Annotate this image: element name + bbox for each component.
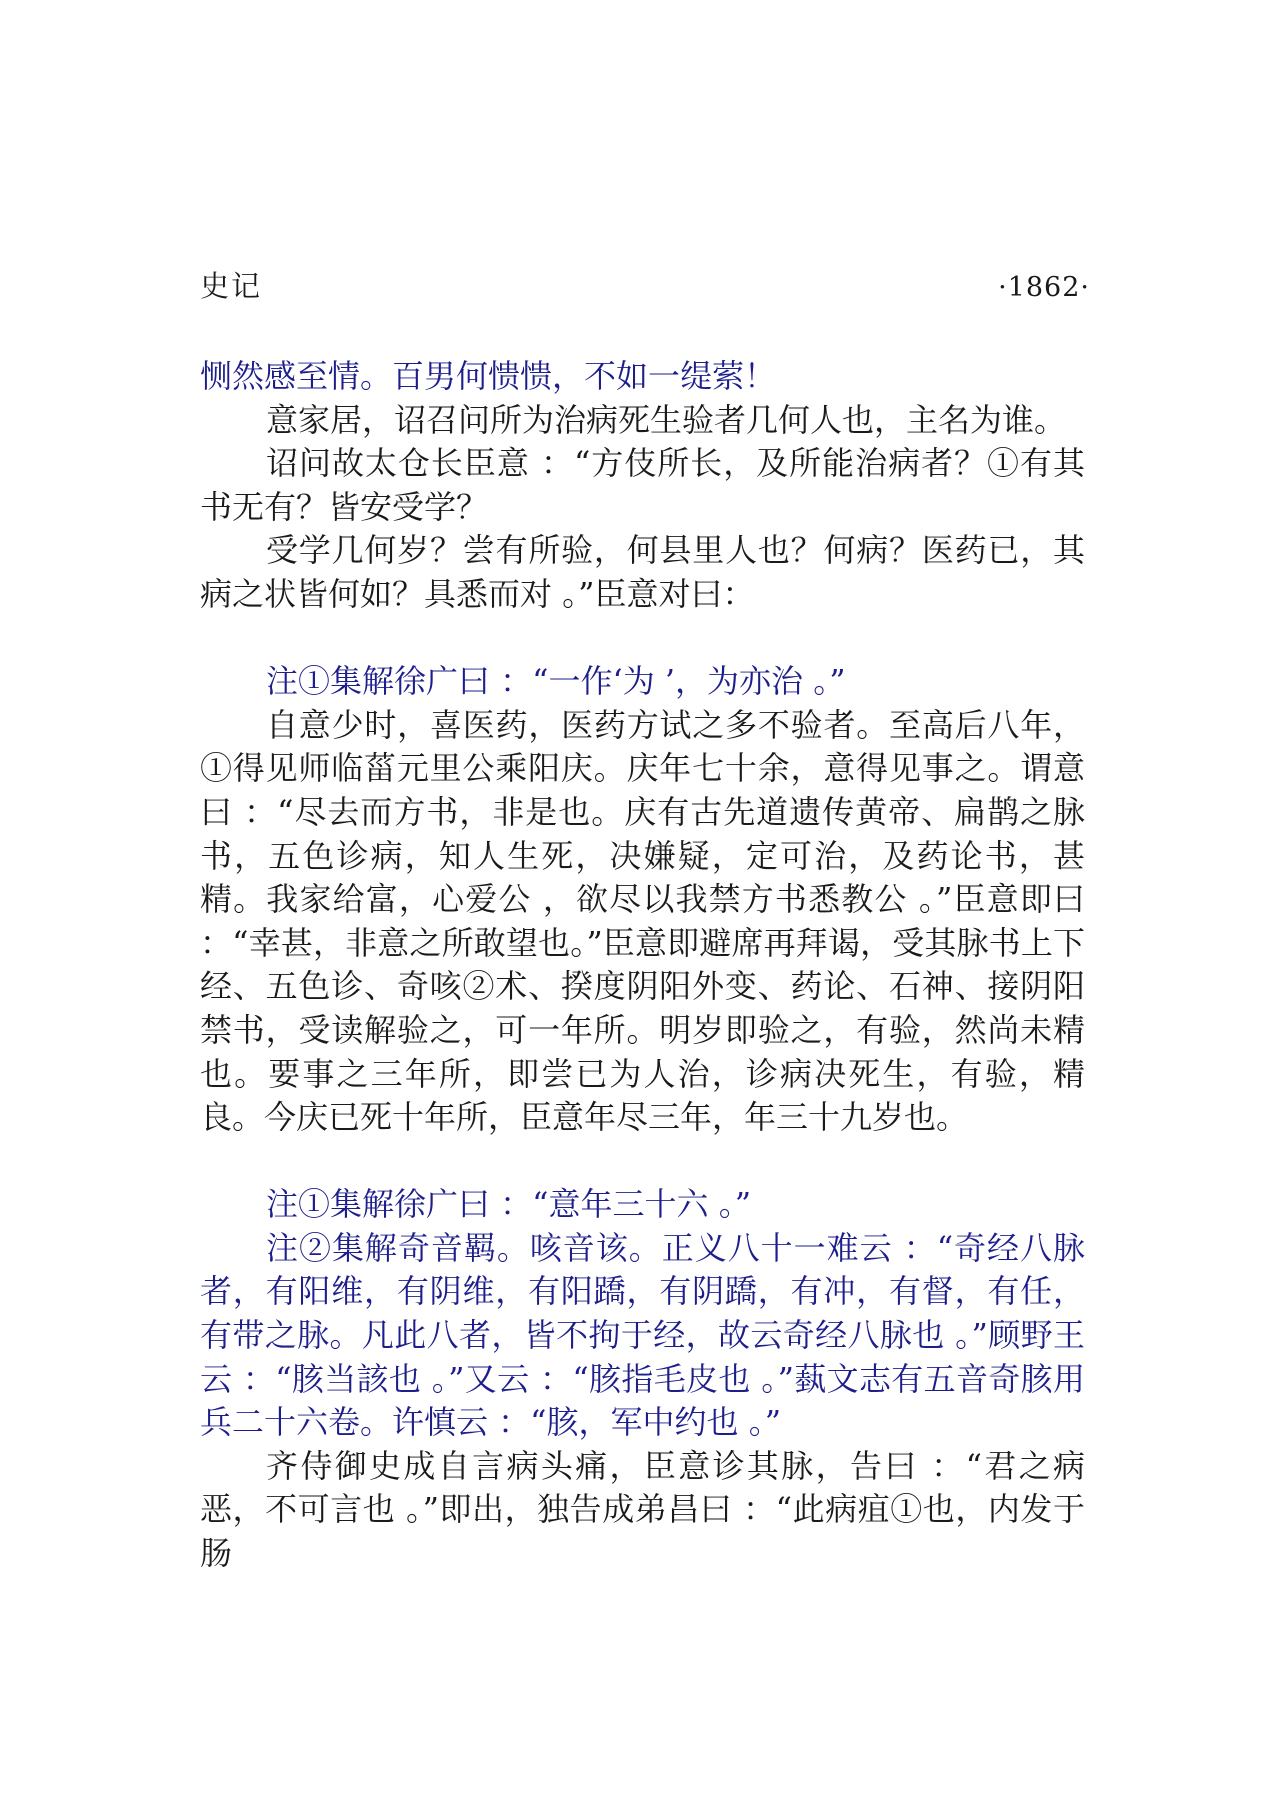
paragraph: 意家居，诏召问所为治病死生验者几何人也，主名为谁。 bbox=[266, 400, 1067, 439]
text-body bbox=[200, 355, 1085, 1576]
annotation: 注②集解奇音羁。咳音该。正义八十一难云 ：“奇经八脉者，有阳维，有阴维，有阳蹻，有阴蹻，有冲，有督，有任，有带之脉。凡此八者，皆不拘于经，故云奇经八脉也 。”顾野王云 ：“胲当該也 。”又云 ：“胲指毛皮也 。”蓺文志有五音奇胲用兵二十六卷。许慎云 ：“胲，军中约也 。” bbox=[200, 1228, 1085, 1442]
annotation: 注①集解徐广曰 ：“一作‘为 ’，为亦治 。” bbox=[266, 662, 846, 701]
blank-line bbox=[200, 1140, 1085, 1184]
paragraph: 受学几何岁？尝有所验，何县里人也？何病？医药已，其病之状皆何如？具悉而对 。”臣意对曰： bbox=[200, 531, 1085, 613]
annotation: 注①集解徐广曰 ：“意年三十六 。” bbox=[266, 1185, 752, 1224]
paragraph: 齐侍御史成自言病头痛，臣意诊其脉，告曰 ：“君之病恶，不可言也 。”即出，独告成弟昌曰 ：“此病疽①也，内发于肠 bbox=[200, 1446, 1085, 1573]
book-title: 史记 bbox=[200, 269, 263, 303]
blank-line bbox=[200, 617, 1085, 661]
paragraph: 诏问故太仓长臣意 ：“方伎所长，及所能治病者？①有其书无有？皆安受学？ bbox=[200, 444, 1085, 526]
paragraph: 自意少时，喜医药，医药方试之多不验者。至高后八年，①得见师临菑元里公乘阳庆。庆年七十余，意得见事之。谓意曰 ：“尽去而方书，非是也。庆有古先道遗传黄帝、扁鹊之脉书，五色诊病，知人生死，决嫌疑，定可治，及药论书，甚精。我家给富，心爱公 ，欲尽以我禁方书悉教公 。”臣意即曰 ：“幸甚，非意之所敢望也。”臣意即避席再拜谒，受其脉书上下经、五色诊、奇咳②术、揆度阴阳外变、药论、石神、接阴阳禁书，受读解验之，可一年所。明岁即验之，有验，然尚未精也。要事之三年所，即尝已为人治，诊病决死生，有验，精良。今庆已死十年所，臣意年尽三年，年三十九岁也。 bbox=[200, 705, 1085, 1137]
poem-line: 恻然感至情。百男何愦愦，不如一缇萦！ bbox=[200, 357, 777, 395]
page-number: ·1862· bbox=[998, 272, 1090, 303]
